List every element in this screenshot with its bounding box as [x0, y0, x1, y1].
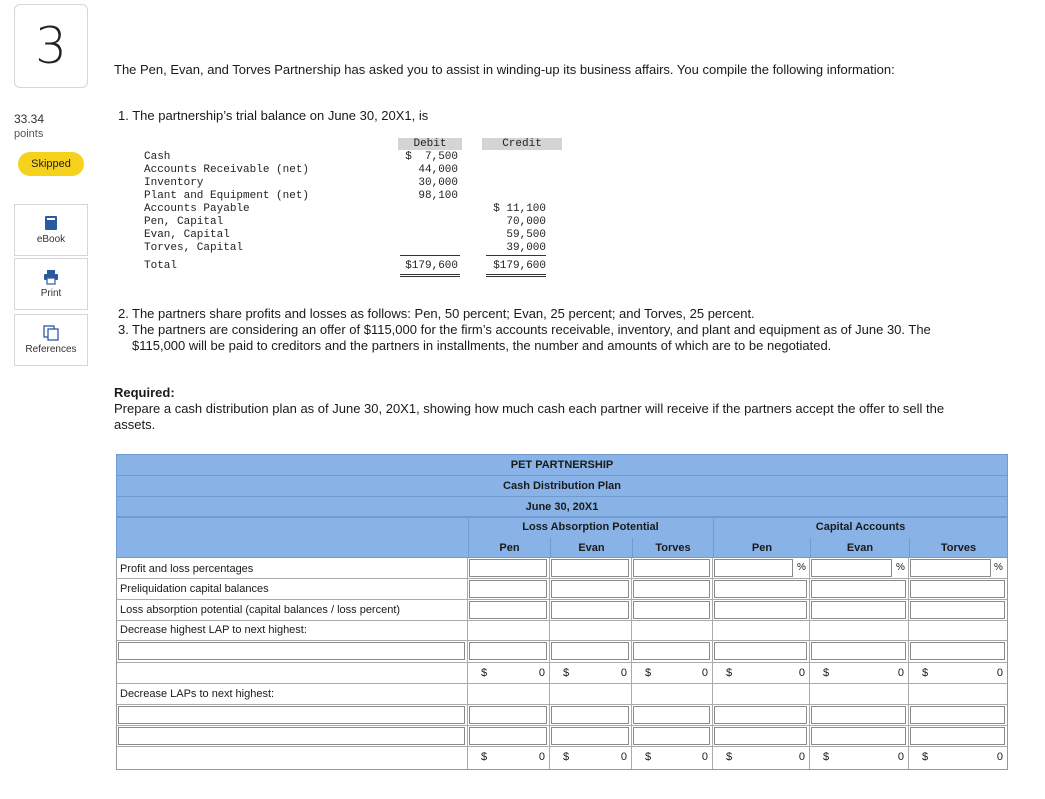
credit-rule	[486, 255, 546, 256]
label-lap: Loss absorption potential (capital balances / loss percent)	[120, 604, 401, 616]
required-title: Required:	[114, 385, 175, 400]
pl-pct-lap-torves[interactable]	[633, 559, 710, 577]
ebook-button[interactable]	[14, 204, 88, 256]
dec1-lap-pen[interactable]	[469, 642, 547, 660]
points-value: 33.34	[14, 112, 45, 126]
references-button[interactable]	[14, 314, 88, 366]
ebook-label: eBook	[36, 234, 66, 245]
dec3-lap-evan[interactable]	[551, 727, 629, 745]
credit-double-rule	[486, 274, 546, 277]
row-divider	[117, 640, 1007, 641]
lap-pen[interactable]	[469, 601, 547, 619]
pl-pct-lap-evan[interactable]	[551, 559, 629, 577]
dec2-lap-pen[interactable]	[469, 706, 547, 724]
dec3-lap-torves[interactable]	[633, 727, 710, 745]
preliq-cap-pen[interactable]	[714, 580, 807, 598]
label-decrease-laps: Decrease LAPs to next highest:	[120, 688, 275, 700]
dec1-cap-evan[interactable]	[811, 642, 906, 660]
row-divider	[117, 704, 1007, 705]
col-divider	[712, 558, 713, 769]
preliq-lap-torves[interactable]	[633, 580, 710, 598]
item-3-text: The partners are considering an offer of $115,000 for the firm’s accounts receivable, inventory, and plant and equipment as of June 30. The $115,000 will be paid to creditors and the partners in installments, the number and amounts of which are to be negotiated.	[132, 322, 931, 353]
col-divider	[809, 558, 810, 769]
pct-symbol: %	[896, 562, 905, 573]
dec2-lap-torves[interactable]	[633, 706, 710, 724]
debit-header: Debit	[398, 138, 462, 150]
pl-pct-lap-pen[interactable]	[469, 559, 547, 577]
print-label: Print	[40, 288, 62, 299]
label-preliquidation: Preliquidation capital balances	[120, 583, 269, 595]
printer-icon	[43, 269, 59, 285]
references-icon	[43, 325, 59, 341]
dec2-cap-evan[interactable]	[811, 706, 906, 724]
worksheet-company: PET PARTNERSHIP	[116, 454, 1008, 475]
col-cap-torves: Torves	[909, 538, 1007, 558]
item-2-text: The partners share profits and losses as follows: Pen, 50 percent; Evan, 25 percent; and Torves, 25 percent.	[132, 306, 755, 321]
debit-rule	[400, 255, 460, 256]
subtotal2-cap-pen: $ 0	[726, 751, 805, 763]
debit-double-rule	[400, 274, 460, 277]
decrease-laps-description-1[interactable]	[118, 706, 465, 724]
decrease-highest-description[interactable]	[118, 642, 465, 660]
dec3-cap-torves[interactable]	[910, 727, 1005, 745]
col-lap-torves: Torves	[632, 538, 713, 558]
label-profit-loss: Profit and loss percentages	[120, 563, 254, 575]
problem-intro: The Pen, Evan, and Torves Partnership has asked you to assist in winding-up its business affairs. You compile the following information:	[114, 62, 895, 77]
item-3-number: 3.	[118, 322, 129, 337]
subtotal1-lap-pen: $ 0	[481, 667, 545, 679]
problem-notes	[118, 306, 978, 354]
subtotal1-cap-evan: $ 0	[823, 667, 904, 679]
question-number: 3	[14, 4, 88, 88]
worksheet-body	[116, 558, 1008, 770]
required-text: Prepare a cash distribution plan as of June 30, 20X1, showing how much cash each partner will receive if the partners accept the offer to sell the assets.	[114, 401, 945, 432]
subtotal2-cap-evan: $ 0	[823, 751, 904, 763]
preliq-cap-torves[interactable]	[910, 580, 1005, 598]
col-cap-evan: Evan	[810, 538, 909, 558]
worksheet-date: June 30, 20X1	[116, 496, 1008, 517]
lap-cap-pen[interactable]	[714, 601, 807, 619]
col-divider	[631, 558, 632, 769]
dec3-lap-pen[interactable]	[469, 727, 547, 745]
credit-header: Credit	[482, 138, 562, 150]
pl-pct-cap-evan[interactable]	[811, 559, 892, 577]
preliq-cap-evan[interactable]	[811, 580, 906, 598]
book-icon	[44, 215, 58, 231]
col-divider	[908, 558, 909, 769]
status-badge: Skipped	[18, 152, 84, 176]
print-button[interactable]	[14, 258, 88, 310]
pct-symbol: %	[994, 562, 1003, 573]
item-2-number: 2.	[118, 306, 129, 321]
pl-pct-cap-pen[interactable]	[714, 559, 793, 577]
subtotal1-lap-evan: $ 0	[563, 667, 627, 679]
subtotal2-lap-torves: $ 0	[645, 751, 708, 763]
capital-header: Capital Accounts	[815, 521, 906, 533]
cash-distribution-worksheet	[116, 454, 1008, 770]
dec2-cap-pen[interactable]	[714, 706, 807, 724]
col-divider	[467, 558, 468, 769]
dec1-cap-torves[interactable]	[910, 642, 1005, 660]
item-1-text: 1. The partnership’s trial balance on June 30, 20X1, is	[118, 108, 429, 123]
dec3-cap-pen[interactable]	[714, 727, 807, 745]
subtotal1-cap-pen: $ 0	[726, 667, 805, 679]
lap-header: Loss Absorption Potential	[522, 521, 659, 533]
dec2-cap-torves[interactable]	[910, 706, 1005, 724]
pct-symbol: %	[797, 562, 806, 573]
subtotal2-cap-torves: $ 0	[922, 751, 1003, 763]
dec1-lap-torves[interactable]	[633, 642, 710, 660]
subtotal2-lap-pen: $ 0	[481, 751, 545, 763]
column-header-row	[116, 538, 1008, 558]
dec2-lap-evan[interactable]	[551, 706, 629, 724]
label-decrease-highest: Decrease highest LAP to next highest:	[120, 624, 307, 636]
preliq-lap-pen[interactable]	[469, 580, 547, 598]
lap-cap-torves[interactable]	[910, 601, 1005, 619]
lap-evan[interactable]	[551, 601, 629, 619]
points-label: points	[14, 128, 44, 140]
lap-torves[interactable]	[633, 601, 710, 619]
row-divider	[117, 725, 1007, 726]
lap-cap-evan[interactable]	[811, 601, 906, 619]
subtotal1-cap-torves: $ 0	[922, 667, 1003, 679]
preliq-lap-evan[interactable]	[551, 580, 629, 598]
dec1-lap-evan[interactable]	[551, 642, 629, 660]
pl-pct-cap-torves[interactable]	[910, 559, 991, 577]
dec1-cap-pen[interactable]	[714, 642, 807, 660]
decrease-laps-description-2[interactable]	[118, 727, 465, 745]
worksheet-title: Cash Distribution Plan	[116, 475, 1008, 496]
col-lap-evan: Evan	[550, 538, 632, 558]
subtotal2-lap-evan: $ 0	[563, 751, 627, 763]
references-label: References	[25, 344, 77, 355]
col-divider	[549, 558, 550, 769]
subtotal1-lap-torves: $ 0	[645, 667, 708, 679]
dec3-cap-evan[interactable]	[811, 727, 906, 745]
col-lap-pen: Pen	[468, 538, 550, 558]
col-cap-pen: Pen	[713, 538, 810, 558]
